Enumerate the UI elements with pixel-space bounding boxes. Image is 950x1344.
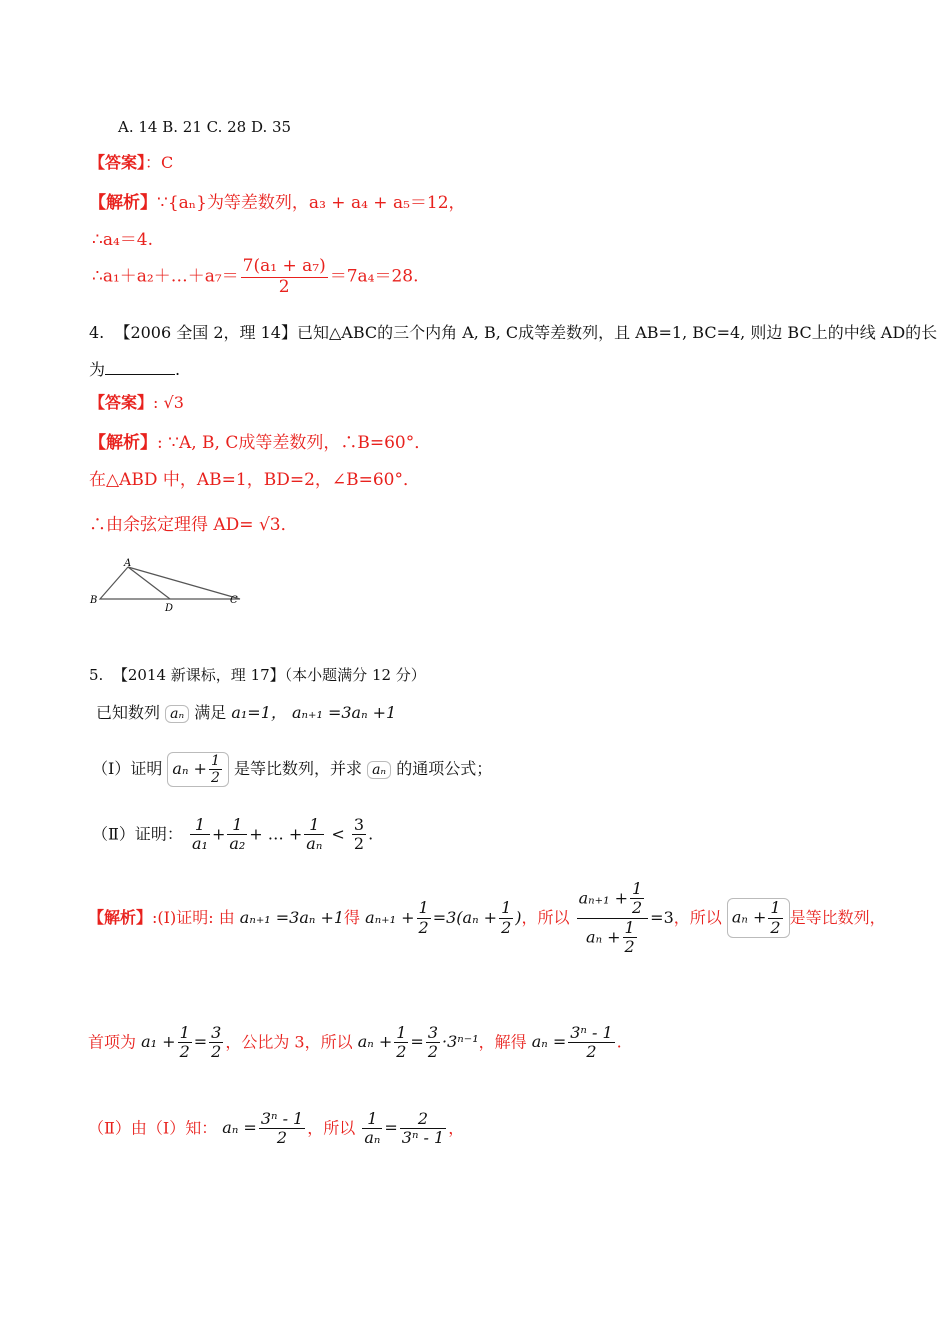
answer-label: 【答案】 xyxy=(89,153,146,172)
sum-fraction: $\frac{\text{7(a₁ + a₇)}}{2}$ xyxy=(242,256,326,297)
q4-stem-line2: 为 . xyxy=(89,360,181,379)
q4-analysis-line2: 在△ABD 中，AB=1，BD=2，∠B=60°． xyxy=(89,470,421,490)
analysis-text: ∵{aₙ}为等差数列，a₃ + a₄ + a₅＝12， xyxy=(157,193,466,213)
sum-rhs: ＝7a₄＝28. xyxy=(329,266,419,287)
answer-blank xyxy=(105,358,175,375)
q5-part1: （Ⅰ）证明 aₙ + $\frac{1}{2}$ 是等比数列，并求 aₙ 的通项公式； xyxy=(92,753,493,787)
sum-lhs: ∴a₁＋a₂＋…＋a₇＝ xyxy=(92,266,239,287)
q4-answer: 【答案】: √3 xyxy=(89,393,184,412)
q5-analysis-line1: 【解析】:(Ⅰ)证明: 由 aₙ₊₁ =3aₙ +1得 aₙ₊₁ + $\frac{1}{2}$ =3(aₙ + $\frac{1}{2}$ )，所以 aₙ₊₁ + $\frac{1}{2}$ aₙ + $\frac{1}{2}$ =3，所以 aₙ + $\frac{1}{2}$ 是等比数列， xyxy=(88,879,886,957)
q3-analysis-line2: ∴a₄＝4. xyxy=(92,230,153,250)
label-a: A xyxy=(124,558,132,569)
q5-given: 已知数列 aₙ 满足 a₁=1， aₙ₊₁ =3aₙ +1 xyxy=(96,703,397,722)
q4-source: 【2006 全国 2，理 14】 xyxy=(114,323,297,342)
q4-stem-text: 已知△ABC的三个内角 A, B, C成等差数列，且 AB=1, BC=4, 则边 BC上的中线 AD的长 xyxy=(296,323,938,342)
triangle-figure xyxy=(88,555,248,615)
q5-analysis-line2: 首项为 a₁ + $\frac{1}{2}$ = $\frac{3}{2}$ ，公比为 3，所以 aₙ + $\frac{1}{2}$ = $\frac{3}{2}$ ·3ⁿ⁻¹，解得 aₙ = $\frac{\text{3ⁿ - 1}}{2}$ . xyxy=(88,1023,622,1062)
q3-analysis-line3 xyxy=(92,257,419,297)
seq-plus-half: aₙ + $\frac{1}{2}$ xyxy=(167,752,228,787)
q3-answer xyxy=(89,150,173,173)
q4-analysis-line3: ∴由余弦定理得 AD= √3． xyxy=(89,515,298,535)
q5-header: 5. 【2014 新课标，理 17】（本小题满分 12 分） xyxy=(89,666,426,684)
label-d: D xyxy=(165,603,174,614)
triangle-abc xyxy=(100,567,240,599)
label-c: C xyxy=(230,595,238,606)
q5-part2: （Ⅱ）证明： $\frac{1}{\text{a₁}}$ + $\frac{1}{\text{a₂}}$ + … + $\frac{1}{\text{aₙ}}$ < $\frac{3}{2}$ . xyxy=(92,815,374,854)
q4-number: 4. xyxy=(89,323,105,342)
q3-analysis-line1 xyxy=(89,188,466,213)
q3-options: A. 14 B. 21 C. 28 D. 35 xyxy=(118,118,292,136)
label-b: B xyxy=(90,595,98,606)
q4-analysis-line1: 【解析】: ∵A, B, C成等差数列，∴B=60°． xyxy=(89,433,432,453)
ratio-fraction: aₙ₊₁ + $\frac{1}{2}$ aₙ + $\frac{1}{2}$ xyxy=(577,880,649,957)
analysis-label: 【解析】 xyxy=(89,193,157,213)
answer-value: ：C xyxy=(145,153,174,172)
seq-brace: aₙ xyxy=(165,705,189,723)
q5-analysis-line3: （Ⅱ）由（Ⅰ）知： aₙ = $\frac{\text{3ⁿ - 1}}{2}$ ，所以 $\frac{1}{\text{aₙ}}$ = $\frac{2}{\text{3ⁿ - 1}}$ ， xyxy=(88,1109,465,1148)
median-ad xyxy=(128,567,170,599)
q4-stem-line1 xyxy=(89,320,937,343)
